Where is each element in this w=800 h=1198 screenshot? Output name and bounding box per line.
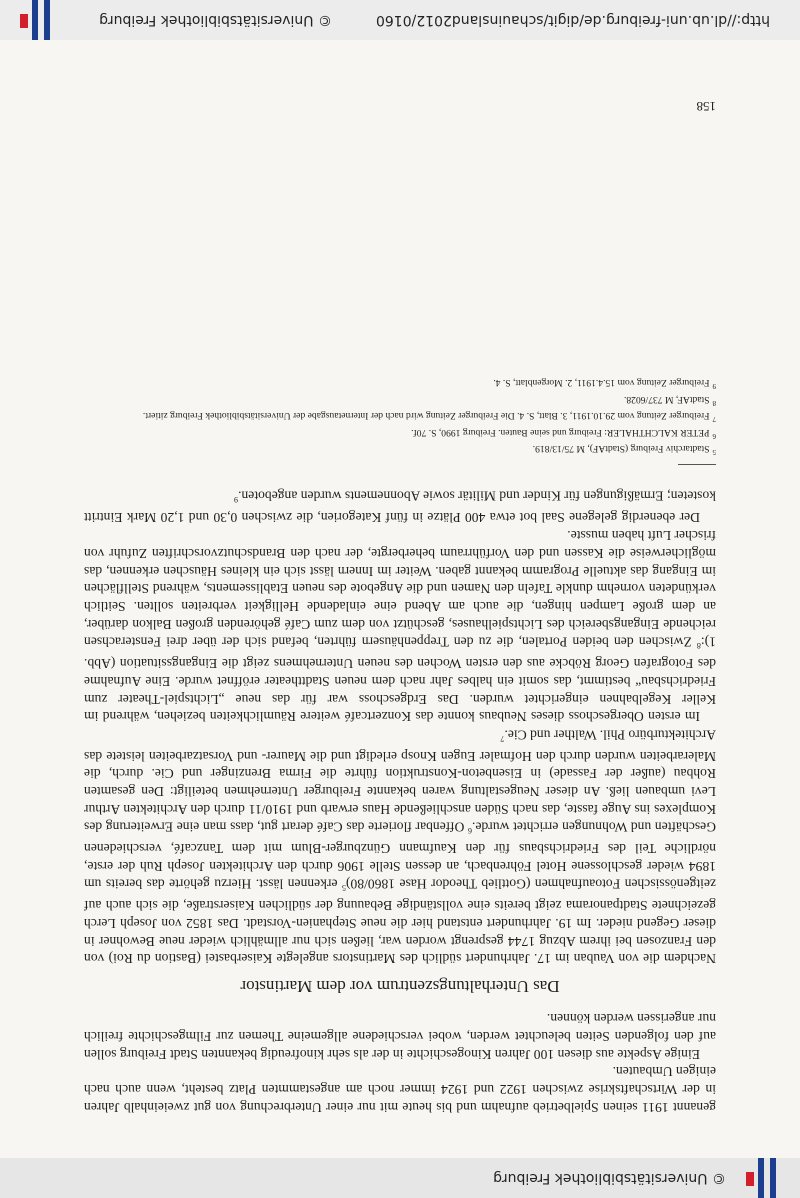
- section-heading: Das Unterhaltungszentrum vor dem Martinstor: [240, 977, 560, 997]
- footnote: $^5$Stadtarchiv Freiburg (StadtAF), M 75/13/819.: [532, 442, 716, 457]
- source-url[interactable]: http://dl.ub.uni-freiburg.de/digit/schauinsland2012/0160: [375, 12, 770, 28]
- footnote: $^6$PETER KALCHTHALER: Freiburg und seine Bauten. Freiburg 1990, S. 70f.: [411, 426, 716, 440]
- footnote-ref: 8: [696, 641, 701, 651]
- university-logo-icon: [742, 1158, 784, 1198]
- university-logo-icon: [16, 0, 58, 40]
- footnote-divider: [678, 464, 716, 465]
- library-credit-footer: © Universitätsbibliothek Freiburg: [99, 12, 332, 28]
- intro-paragraph: genannt 1911 seinen Spielbetrieb aufnahm und bis heute mit nur einer Unterbrechung von gut zweieinhalb Jahren in der Wirtschaftskrise zwischen 1922 und 1924 immer noch am angestammten Platz besteht, wenn auch nach einigen Umbauten.: [84, 1064, 716, 1115]
- intro-paragraph-2: Einige Aspekte aus diesen 100 Jahren Kinogeschichte in der als sehr kinofreudig bekannten Stadt Freiburg sollen auf den folgenden Seiten beleuchtet werden, wobei verschiedene allgemeine Themen zur Filmgeschichte freilich nur angerissen werden können.: [84, 1011, 716, 1062]
- footnote-ref: 5: [341, 883, 346, 893]
- body-paragraph-2: Im ersten Obergeschoss dieses Neubaus konnte das Konzertcafé weitere Räumlichkeiten beziehen, während im Keller Kegelbahnen eingerichtet wurden. Das Erdgeschoss war für das neue „Lichtspiel-Theater zum Friedrichsbau“ bestimmt, das somit ein halbes Jahr nach dem neuen Stadttheater eröffnet wurde. Eine Aufnahme des Fotografen Georg Röbcke aus den ersten Wochen des neuen Unternehmens zeigt die Eingangssituation (Abb. 1):$^8$ Zwischen den beiden Portalen, die zu den Treppenhäusern führten, befand sich der über drei Fensterachsen reichende Eingangsbereich des Lichtspielhauses, geschützt von dem zum Café gehörenden großen Balkon darüber, an dem große Lampen hingen, die auch am Abend eine einladende Helligkeit verbreiten sollten. Seitlich verkündeten vornehm dunkle Tafeln den Namen und die Angebote des neuen Etablissements, während Stellflächen im Eingang das aktuelle Programm bekannt gaben. Weiter im Innern lässt sich ein kleines Häuschen erkennen, das möglicherweise die Kassen und den Vorführraum beherbergte, der nach den Brandschutzvorschriften Zufuhr von frischer Luft haben musste.: [84, 527, 716, 725]
- footnote-ref: 7: [500, 733, 505, 743]
- viewer-footer: [0, 0, 800, 40]
- footnote-ref: 6: [468, 826, 473, 836]
- footnote: $^8$StadtAF, M 737/6028.: [623, 393, 716, 407]
- page-number: 158: [696, 99, 716, 114]
- footnote: $^9$Freiburger Zeitung vom 15.4.1911, 2. Morgenblatt, S. 4.: [493, 377, 716, 391]
- library-credit: © Universitätsbibliothek Freiburg: [493, 1170, 726, 1186]
- footnote: $^7$Freiburger Zeitung vom 29.10.1911, 3. Blatt, S. 4. Die Freiburger Zeitung wird nach der Internetausgabe der Universitätsbibliothek Freiburg zitiert.: [142, 410, 716, 424]
- body-paragraph-3: Der ebenerdig gelegene Saal bot etwa 400 Plätze in fünf Kategorien, die zwischen 0,30 und 1,20 Mark Eintritt kosteten; Ermäßigungen für Kinder und Militär sowie Abonnements wurden angeboten.$^9$: [84, 488, 716, 526]
- body-paragraph-1: Nachdem die von Vauban im 17. Jahrhundert südlich des Martinstors angelegte Kaiserbastei (Bastion du Roi) von den Franzosen bei ihrem Abzug 1744 gesprengt worden war, ließen sich nur allmählich wieder neue Bewohner in dieser Gegend nieder. Im 19. Jahrhundert entstand hier die neue Stephanien-Vorstadt. Das 1852 von Joseph Lerch gezeichnete Stadtpanorama zeigt bereits eine vollständige Bebauung der südlichen Kaiserstraße, die sich auch auf zeitgenössischen Fotoaufnahmen (Gottlieb Theodor Hase 1860/80)$^5$ erkennen lässt. Hierzu gehörte das bereits um 1894 wieder geschlossene Hotel Föhrenbach, an dessen Stelle 1906 durch den Architekten Joseph Ruh der erste, nördliche Teil des Friedrichsbaus für den Kaufmann Günzburger-Blum mit dem Tanzcafé, verschiedenen Geschäften und Wohnungen errichtet wurde.$^6$ Offenbar florierte das Café derart gut, dass man eine Erweiterung des Komplexes ins Auge fasste, das nach Süden anschließende Haus erwarb und 1910/11 durch den Architekten Arthur Levi umbauen ließ. An dieser Neugestaltung waren bekannte Freiburger Unternehmen beteiligt: Den gesamten Rohbau (außer der Fassade) in Eisenbeton-Konstruktion führte die Firma Brenzinger und Cie. durch, die Malerarbeiten wurden durch den Hofmaler Eugen Knosp erledigt und die Maurer- und Vorsatzarbeiten leistete das Architekturbüro Phil. Walther und Cie.$^7$: [84, 727, 716, 967]
- footnote-ref: 9: [234, 495, 239, 505]
- viewer-header: [0, 1158, 800, 1198]
- page-content: [84, 376, 716, 1116]
